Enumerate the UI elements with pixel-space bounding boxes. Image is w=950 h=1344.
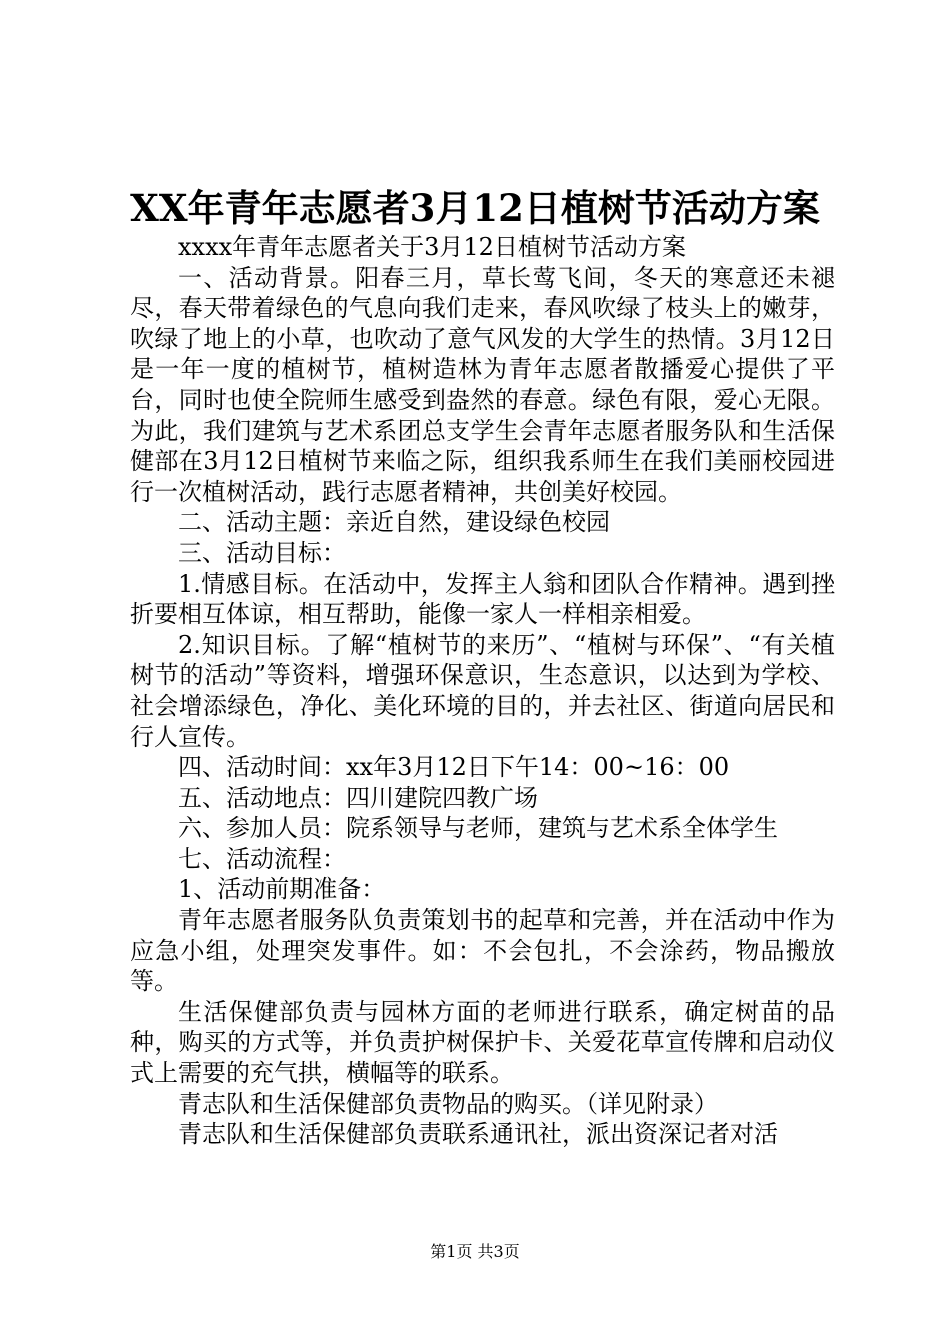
paragraph-theme: 二、活动主题：亲近自然，建设绿色校园 (178, 508, 610, 537)
paragraph-goal-emotion: 1.情感目标。在活动中，发挥主人翁和团队合作精神。遇到挫折要相互体谅，相互帮助，能像一家人一样相亲相爱。 (130, 569, 835, 629)
paragraph-volunteer-duty: 青年志愿者服务队负责策划书的起草和完善，并在活动中作为应急小组，处理突发事件。如：不会包扎，不会涂药，物品搬放等。 (130, 906, 835, 996)
paragraph-purchase: 青志队和生活保健部负责物品的购买。（详见附录） (178, 1089, 718, 1118)
paragraph-process-heading: 七、活动流程： (178, 844, 346, 873)
paragraph-goals-heading: 三、活动目标： (178, 538, 346, 567)
paragraph-health-dept-duty: 生活保健部负责与园林方面的老师进行联系，确定树苗的品种，购买的方式等，并负责护树保护卡、关爱花草宣传牌和启动仪式上需要的充气拱，横幅等的联系。 (130, 997, 835, 1088)
paragraph-background: 一、活动背景。阳春三月，草长莺飞间，冬天的寒意还未褪尽，春天带着绿色的气息向我们走来，春风吹绿了枝头上的嫩芽，吹绿了地上的小草，也吹动了意气风发的大学生的热情。3月12日是一年一度的植树节，植树造林为青年志愿者散播爱心提供了平台，同时也使全院师生感受到盎然的春意。绿色有限，爱心无限。为此，我们建筑与艺术系团总支学生会青年志愿者服务队和生活保健部在3月12日植树节来临之际，组织我系师生在我们美丽校园进行一次植树活动，践行志愿者精神，共创美好校园。 (130, 263, 835, 506)
paragraph-time: 四、活动时间：xx年3月12日下午14：00~16：00 (178, 753, 730, 782)
paragraph-preparation-heading: 1、活动前期准备： (178, 875, 386, 904)
paragraph-goal-knowledge: 2.知识目标。了解“植树节的来历”、“植树与环保”、“有关植树节的活动”等资料，增强环保意识，生态意识，以达到为学校、社会增添绿色，净化、美化环境的目的，并去社区、街道向居民和行人宣传。 (130, 630, 835, 751)
paragraph-press: 青志队和生活保健部负责联系通讯社，派出资深记者对活 (178, 1120, 778, 1149)
paragraph-location: 五、活动地点：四川建院四教广场 (178, 783, 538, 812)
document-body (130, 232, 835, 1150)
paragraph-participants: 六、参加人员：院系领导与老师，建筑与艺术系全体学生 (178, 814, 778, 843)
paragraph-subtitle: xxxx年青年志愿者关于3月12日植树节活动方案 (178, 233, 686, 261)
page-number-footer: 第1页 共3页 (430, 1242, 520, 1261)
document-title: XX年青年志愿者3月12日植树节活动方案 (130, 186, 820, 230)
